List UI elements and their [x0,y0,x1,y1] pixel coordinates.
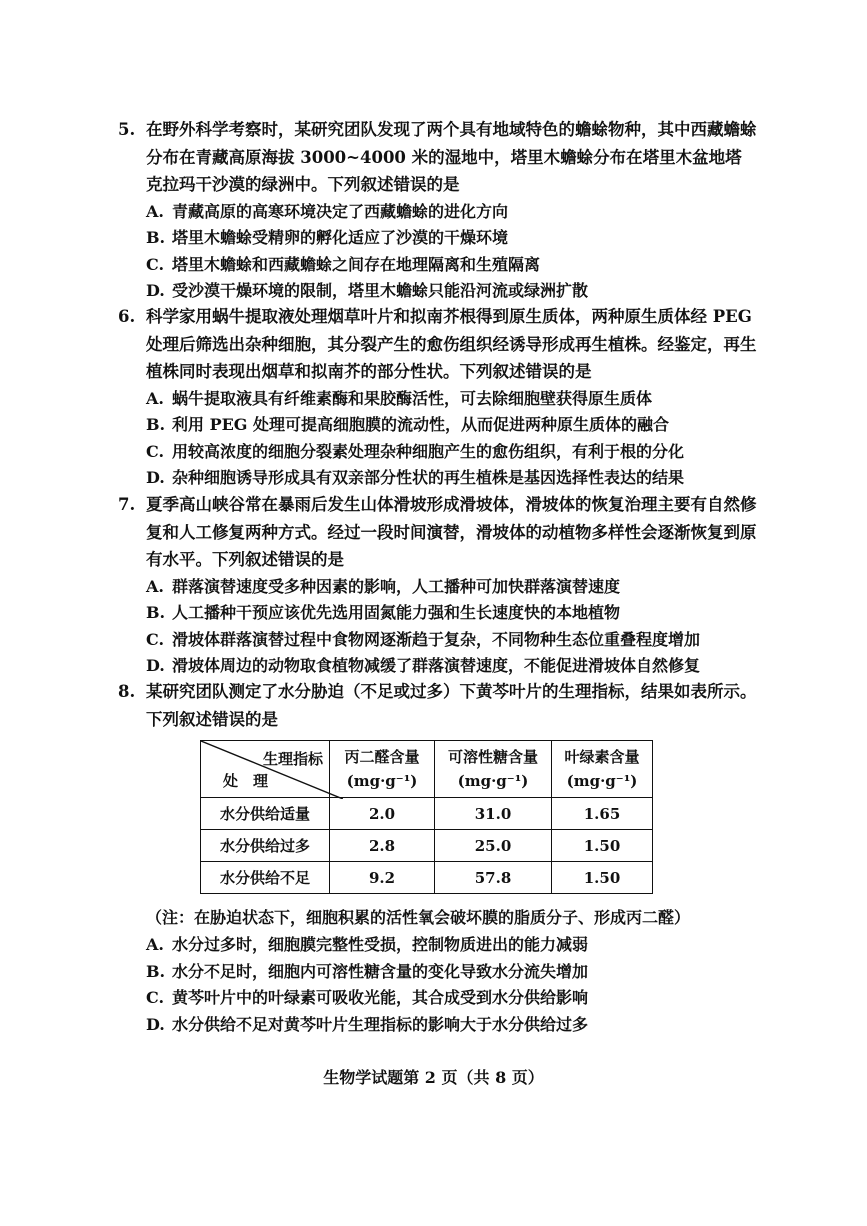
option-c: C. 塔里木蟾蜍和西藏蟾蜍之间存在地理隔离和生殖隔离 [146,254,541,274]
column-header: 丙二醛含量 (mg·g⁻¹) [330,741,435,798]
option-b: B. 利用 PEG 处理可提高细胞膜的流动性，从而促进两种原生质体的融合 [146,415,670,434]
question-stem [118,678,758,733]
question-text: 某研究团队测定了水分胁迫（不足或过多）下黄芩叶片的生理指标，结果如表所示。下列叙述错误的是 [146,682,757,729]
question-6 [118,303,758,492]
corner-bottom-label: 处 理 [223,772,269,790]
option-c: C. 黄芩叶片中的叶绿素可吸收光能，其合成受到水分供给影响 [146,988,589,1007]
option-d: D. 水分供给不足对黄芩叶片生理指标的影响大于水分供给过多 [146,1014,589,1034]
table-row [201,798,653,830]
corner-top-label: 生理指标 [262,750,323,768]
question-number: 6. [118,307,136,326]
option-a: A. 水分过多时，细胞膜完整性受损，控制物质进出的能力减弱 [146,935,589,954]
table-cell: 1.65 [552,798,653,830]
question-number: 5. [118,120,136,139]
table-header-row [201,741,653,798]
table-cell: 25.0 [435,830,552,862]
option-a: A. 群落演替速度受多种因素的影响，人工播种可加快群落演替速度 [146,576,621,596]
table-corner-cell [201,741,330,798]
question-8 [118,678,758,733]
row-label: 水分供给适量 [201,798,330,830]
question-text: 在野外科学考察时，某研究团队发现了两个具有地域特色的蟾蜍物种，其中西藏蟾蜍分布在青藏高原海拔 3000~4000 米的湿地中，塔里木蟾蜍分布在塔里木盆地塔克拉玛干沙漠的绿洲中。下列叙述错误的是 [146,120,757,194]
table-cell: 1.50 [552,862,653,894]
option-c: C. 用较高浓度的细胞分裂素处理杂种细胞产生的愈伤组织，有利于根的分化 [146,441,685,461]
option-d: D. 受沙漠干燥环境的限制，塔里木蟾蜍只能沿河流或绿洲扩散 [146,281,589,300]
row-label: 水分供给不足 [201,862,330,894]
question-7 [118,491,758,680]
column-header: 叶绿素含量 (mg·g⁻¹) [552,741,653,798]
page-footer: 生物学试题第 2 页（共 8 页） [323,1068,544,1087]
question-number: 8. [118,682,136,701]
table-cell: 2.8 [330,830,435,862]
question-stem [118,491,758,574]
physiology-table [200,740,653,894]
option-d: D. 滑坡体周边的动物取食植物减缓了群落演替速度，不能促进滑坡体自然修复 [146,656,701,675]
option-b: B. 人工播种干预应该优先选用固氮能力强和生长速度快的本地植物 [146,603,621,622]
question-5 [118,116,758,305]
table-cell: 31.0 [435,798,552,830]
row-label: 水分供给过多 [201,830,330,862]
question-stem [118,116,758,199]
table-row [201,830,653,862]
question-8-options [118,932,758,1038]
option-d: D. 杂种细胞诱导形成具有双亲部分性状的再生植株是基因选择性表达的结果 [146,468,685,487]
question-stem [118,303,758,386]
question-text: 夏季高山峡谷常在暴雨后发生山体滑坡形成滑坡体，滑坡体的恢复治理主要有自然修复和人工修复两种方式。经过一段时间演替，滑坡体的动植物多样性会逐渐恢复到原有水平。下列叙述错误的是 [146,495,757,569]
option-c: C. 滑坡体群落演替过程中食物网逐渐趋于复杂，不同物种生态位重叠程度增加 [146,629,701,649]
table-cell: 9.2 [330,862,435,894]
table-row [201,862,653,894]
option-b: B. 水分不足时，细胞内可溶性糖含量的变化导致水分流失增加 [146,961,589,981]
table-cell: 2.0 [330,798,435,830]
question-number: 7. [118,495,136,514]
option-b: B. 塔里木蟾蜍受精卵的孵化适应了沙漠的干燥环境 [146,228,509,247]
table-cell: 1.50 [552,830,653,862]
table-note: （注：在胁迫状态下，细胞积累的活性氧会破坏膜的脂质分子、形成丙二醛） [146,908,691,927]
question-text: 科学家用蜗牛提取液处理烟草叶片和拟南芥根得到原生质体，两种原生质体经 PEG 处理后筛选出杂种细胞，其分裂产生的愈伤组织经诱导形成再生植株。经鉴定，再生植株同时表现出烟草和拟南芥的部分性状。下列叙述错误的是 [146,307,757,381]
option-a: A. 蜗牛提取液具有纤维素酶和果胶酶活性，可去除细胞壁获得原生质体 [146,388,653,408]
table-cell: 57.8 [435,862,552,894]
option-a: A. 青藏高原的高寒环境决定了西藏蟾蜍的进化方向 [146,201,509,221]
column-header: 可溶性糖含量 (mg·g⁻¹) [435,741,552,798]
